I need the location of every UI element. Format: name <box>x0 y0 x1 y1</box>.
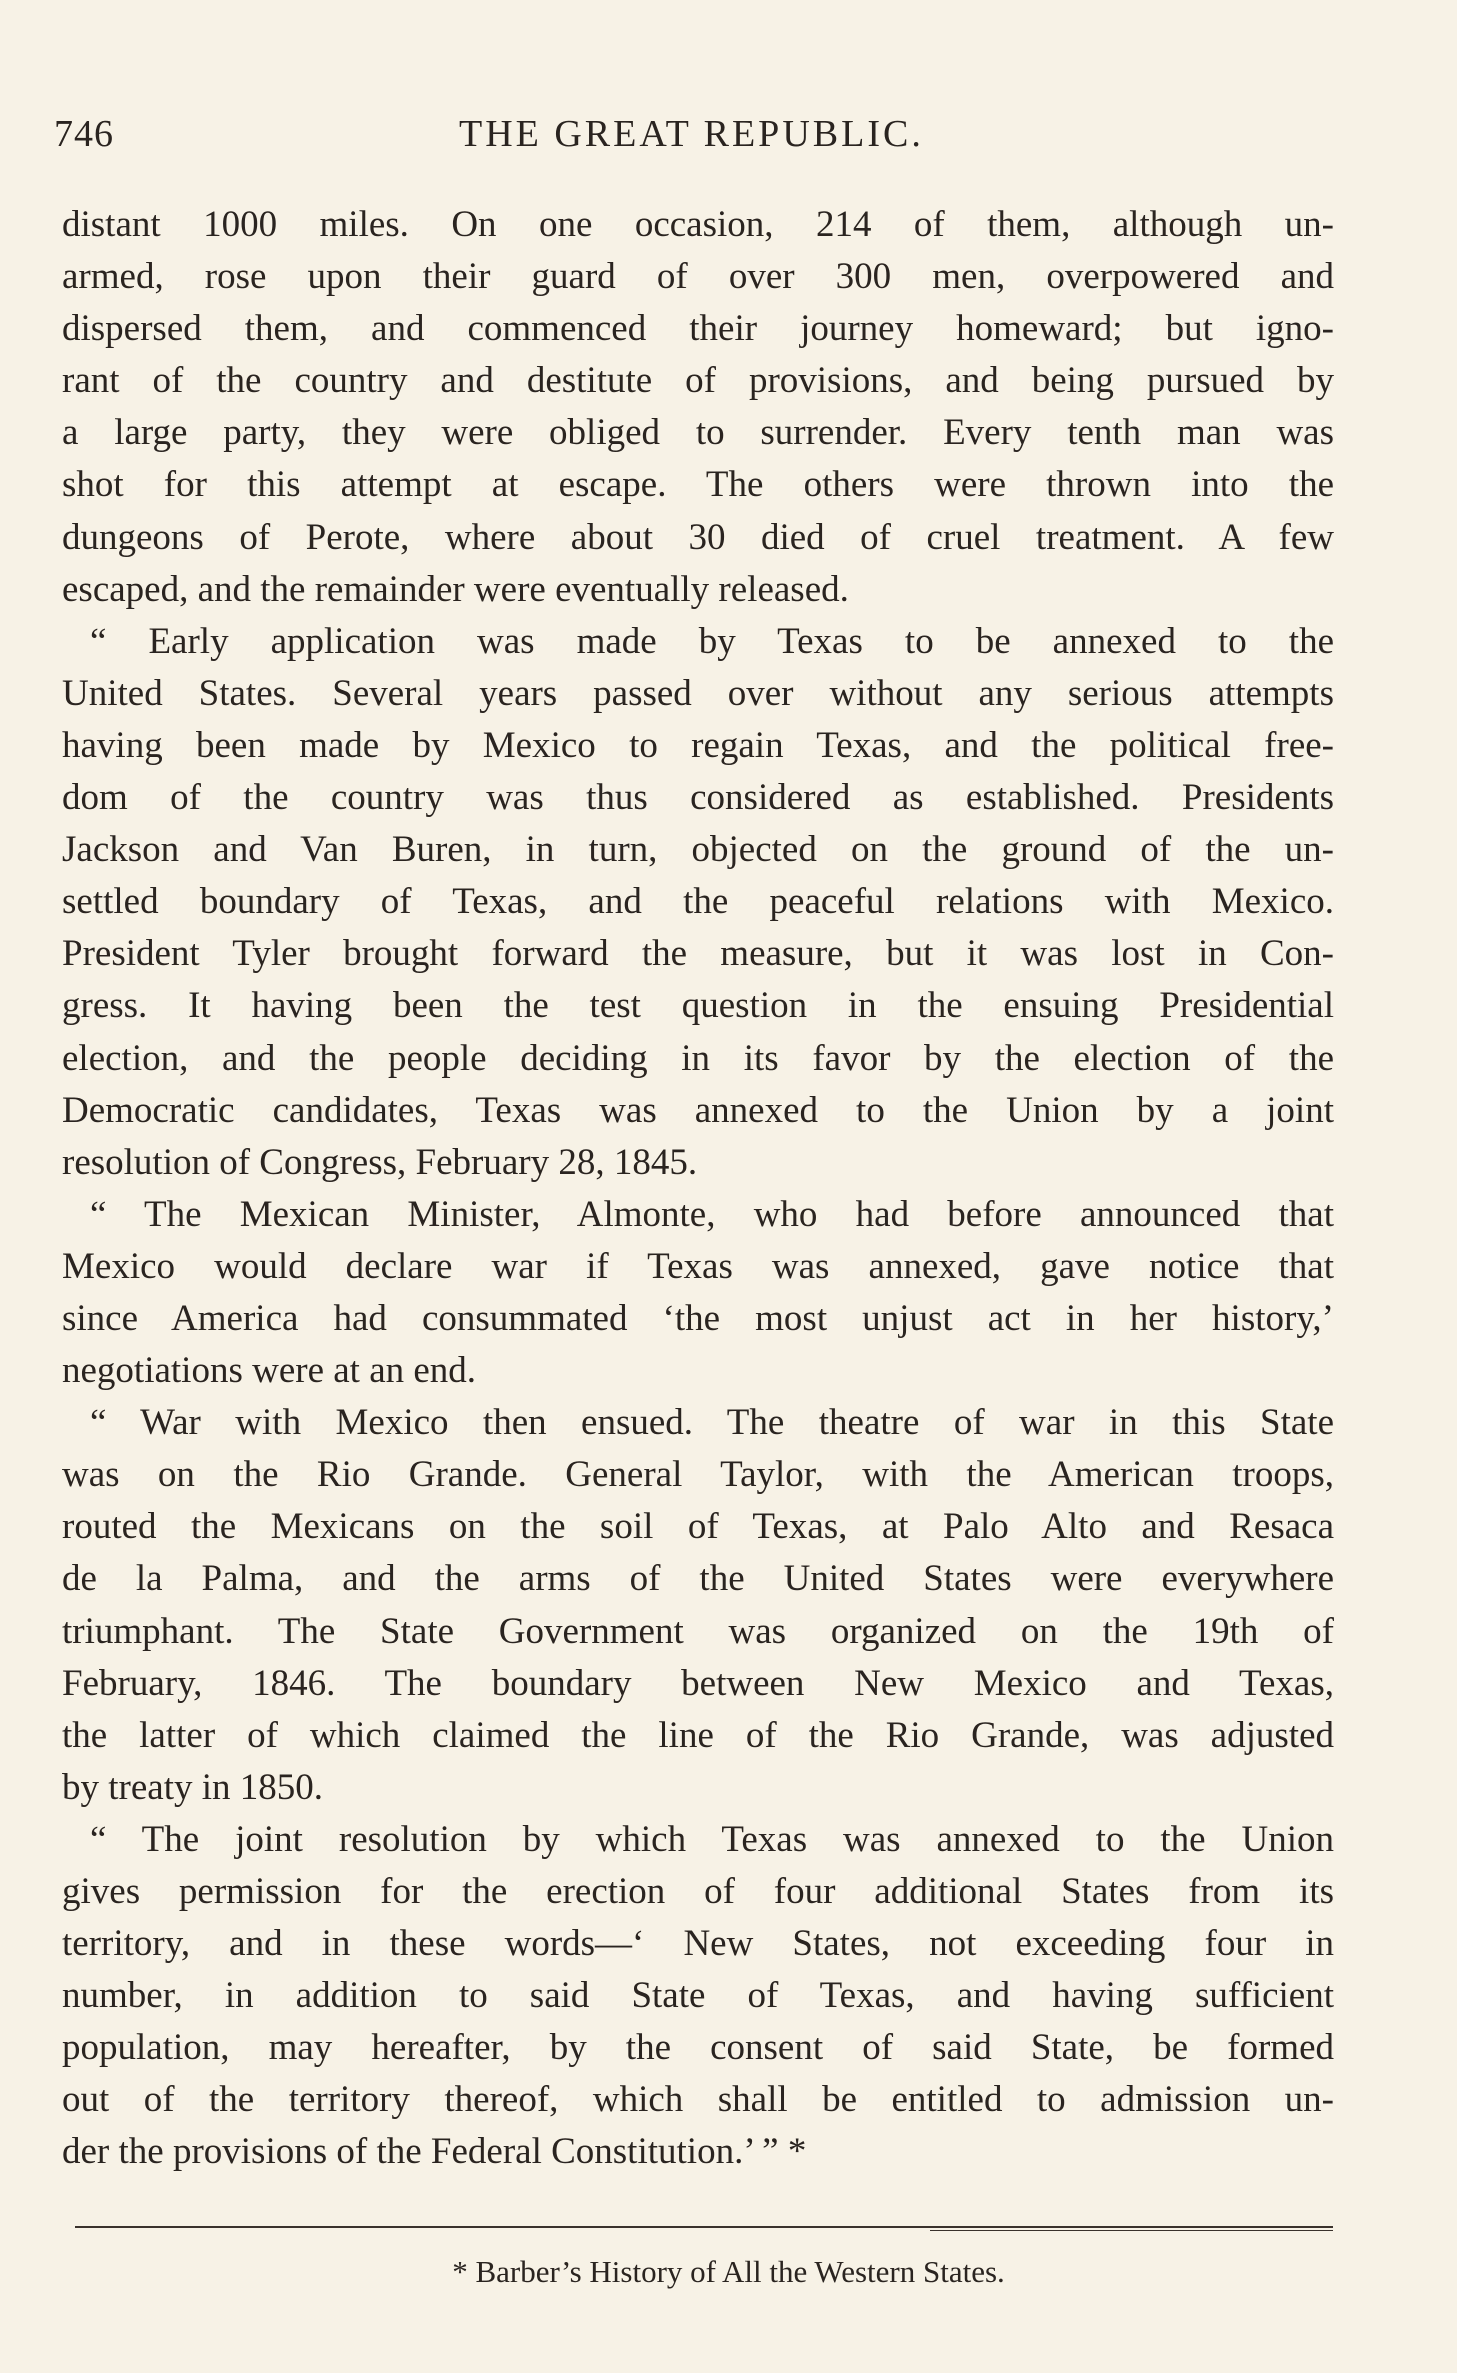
footnote-rule <box>75 2226 1333 2228</box>
text-line: by treaty in 1850. <box>62 1766 324 1808</box>
text-line: Mexico would declare war if Texas was annexed, gave notice that <box>62 1245 1334 1287</box>
body-text <box>62 199 1334 2179</box>
text-line: February, 1846. The boundary between New Mexico and Texas, <box>62 1662 1334 1704</box>
page-number: 746 <box>54 113 114 155</box>
text-line: Jackson and Van Buren, in turn, objected on the ground of the un- <box>62 829 1334 871</box>
paragraph-first-line: “ The Mexican Minister, Almonte, who had before announced that <box>90 1193 1334 1235</box>
footnote-rule-secondary <box>930 2230 1333 2231</box>
text-line: was on the Rio Grande. General Taylor, with the American troops, <box>62 1454 1334 1496</box>
running-title: THE GREAT REPUBLIC. <box>459 113 924 155</box>
paragraph-first-line: “ War with Mexico then ensued. The theatre of war in this State <box>90 1402 1334 1444</box>
text-line: resolution of Congress, February 28, 1845. <box>62 1141 698 1183</box>
text-line: population, may hereafter, by the consent of said State, be formed <box>62 2027 1334 2069</box>
text-line: number, in addition to said State of Texas, and having sufficient <box>62 1975 1334 2017</box>
text-line: United States. Several years passed over without any serious attempts <box>62 672 1334 714</box>
text-line: Democratic candidates, Texas was annexed to the Union by a joint <box>62 1089 1334 1131</box>
text-line: territory, and in these words—‘ New States, not exceeding four in <box>62 1923 1334 1965</box>
text-line: out of the territory thereof, which shall be entitled to admission un- <box>62 2079 1334 2121</box>
text-line: routed the Mexicans on the soil of Texas, at Palo Alto and Resaca <box>62 1506 1334 1548</box>
text-line: rant of the country and destitute of provisions, and being pursued by <box>62 360 1334 402</box>
text-line: a large party, they were obliged to surrender. Every tenth man was <box>62 412 1334 454</box>
text-line: triumphant. The State Government was organized on the 19th of <box>62 1610 1334 1652</box>
text-line: dungeons of Perote, where about 30 died of cruel treatment. A few <box>62 516 1334 558</box>
paragraph-first-line: “ The joint resolution by which Texas was annexed to the Union <box>90 1818 1334 1860</box>
text-line: since America had consummated ‘the most unjust act in her history,’ <box>62 1297 1334 1339</box>
text-line: dom of the country was thus considered as established. Presidents <box>62 777 1334 819</box>
text-line: distant 1000 miles. On one occasion, 214 of them, although un- <box>62 204 1334 245</box>
text-line: having been made by Mexico to regain Texas, and the political free- <box>62 724 1334 766</box>
text-line: gives permission for the erection of four additional States from its <box>62 1871 1334 1912</box>
text-line: negotiations were at an end. <box>62 1350 477 1392</box>
footnote: * Barber’s History of All the Western States. <box>452 2254 1005 2289</box>
text-line: escaped, and the remainder were eventually released. <box>62 568 849 610</box>
paragraph-first-line: “ Early application was made by Texas to be annexed to the <box>90 620 1334 662</box>
text-line: President Tyler brought forward the measure, but it was lost in Con- <box>62 933 1334 975</box>
text-line: de la Palma, and the arms of the United States were everywhere <box>62 1558 1334 1600</box>
text-line: election, and the people deciding in its favor by the election of the <box>62 1037 1334 1079</box>
text-line: settled boundary of Texas, and the peaceful relations with Mexico. <box>62 881 1334 923</box>
text-line: armed, rose upon their guard of over 300 men, overpowered and <box>62 256 1334 298</box>
text-line: der the provisions of the Federal Constitution.’ ” * <box>62 2131 807 2173</box>
text-line: shot for this attempt at escape. The others were thrown into the <box>62 464 1334 506</box>
text-line: the latter of which claimed the line of the Rio Grande, was adjusted <box>62 1714 1334 1756</box>
running-head <box>54 112 1334 162</box>
text-line: dispersed them, and commenced their journey homeward; but igno- <box>62 308 1334 350</box>
text-line: gress. It having been the test question in the ensuing Presidential <box>62 985 1334 1027</box>
